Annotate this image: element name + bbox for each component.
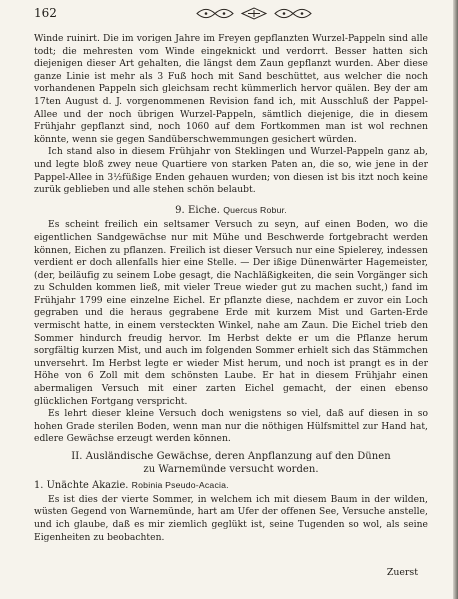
eiche-title: 9. Eiche. (175, 204, 220, 216)
document-body (34, 33, 428, 544)
section-heading-eiche (34, 204, 428, 218)
eiche-latin-name: Quercus Robur. (223, 204, 287, 215)
paragraph-winde: Winde ruinirt. Die im vorigen Jahre im Freyen gepflanzten Wurzel-Pappeln sind alle todt; die mehresten vom Winde eingeknickt und verdorrt. Besser hatten sich diejenigen dieser Art gehalten, die längst dem Zaun gepflanzt wurden. Aber diese ganze Linie ist mehr als 3 Fuß hoch mit Sand beschüttet, aus welcher die noch vorhandenen Pappeln sich gleichsam recht kümmerlich hervor quälen. Bey der am 17ten August d. J. vorgenommenen Revision fand ich, mit Ausschluß der Pappel-Allee und der noch übrigen Wurzel-Pappeln, sämtlich diejenige, die in diesem Frühjahr gepflanzt sind, noch 1060 auf dem Fortkommen man ist wol rechnen könnte, wenn sie gegen Sandüberschwemmungen gesichert würden. (34, 34, 428, 145)
section-ii-title-line-2: zu Warnemünde versucht worden. (143, 463, 319, 475)
paragraph-akazie: Es ist dies der vierte Sommer, in welchem ich mit diesem Baum in der wilden, wüsten Gegend von Warnemünde, hart am Ufer der offenen See, Versuche anstelle, und ich glaube, daß es mir ziemlich geglükt ist, seine Tugenden so wol, als seine Eigenheiten zu beobachten. (34, 494, 428, 543)
header-ornament-icon (194, 7, 314, 20)
catchword: Zuerst (386, 567, 418, 578)
akazie-latin-name: Robinia Pseudo-Acacia. (131, 480, 229, 491)
page-header (34, 6, 428, 22)
section-heading-auslaendische-gewaechse (34, 451, 428, 476)
paragraph-eiche-1: Es scheint freilich ein seltsamer Versuch zu seyn, auf einen Boden, wo die eigentlichen Sandgewächse nur mit Mühe und Beschwerde fortgebracht werden können, Eichen zu pflanzen. Freilich ist dieser Versuch nur eine Spielerey, indessen verdient er doch allenfalls hier eine Stelle. — Der ißige Dünenwärter Hagemeister, (der, beiläufig zu seinem Lobe gesagt, die Nachläßigkeiten, die sein Vorgänger sich zu Schulden kommen ließ, mit vieler Treue wieder gut zu machen sucht,) fand im Frühjahr 1799 eine einzelne Eichel. Er pflanzte diese, nachdem er zuvor ein Loch gegraben und die heraus gegrabene Erde mit kurzem Mist und Garten-Erde vermischt hatte, in einem versteckten Winkel, nahe am Zaun. Die Eichel trieb den Sommer hindurch freudig hervor. Im Herbst dekte er um die Pflanze herum sorgfältig kurzen Mist, und auch im folgenden Sommer erhielt sich das Stämmchen unversehrt. Im Herbst legte er wieder Mist herum, und noch ist prangt es in der Höhe von 6 Zoll mit dem schönsten Laube. Er hat in diesem Frühjahr einen abermaligen Versuch mit einer zarten Eichel gemacht, der einen ebenso glücklichen Fortgang verspricht. (34, 220, 428, 407)
paragraph-eiche-2: Es lehrt dieser kleine Versuch doch wenigstens so viel, daß auf diesen in so hohen Grade sterilen Boden, wenn man nur die nöthigen Hülfsmittel zur Hand hat, edlere Gewächse erzeugt werden können. (34, 409, 428, 445)
section-ii-title-line-1: II. Ausländische Gewächse, deren Anpflanzung auf den Dünen (71, 451, 391, 462)
paragraph-steklinge: Ich stand also in diesem Frühjahr von Steklingen und Wurzel-Pappeln ganz ab, und legte bloß zwey neue Quartiere von starken Paten an, die so, wie jene in der Pappel-Allee in 3½füßige Enden gehauen wurden; von diesen ist bis itzt noch keine zurük geblieben und alle stehen schön belaubt. (34, 147, 428, 196)
akazie-title: 1. Unächte Akazie. (34, 480, 129, 492)
subheading-unaechte-akazie (34, 479, 428, 493)
page-edge-shadow (453, 0, 458, 599)
page-number: 162 (34, 6, 57, 20)
